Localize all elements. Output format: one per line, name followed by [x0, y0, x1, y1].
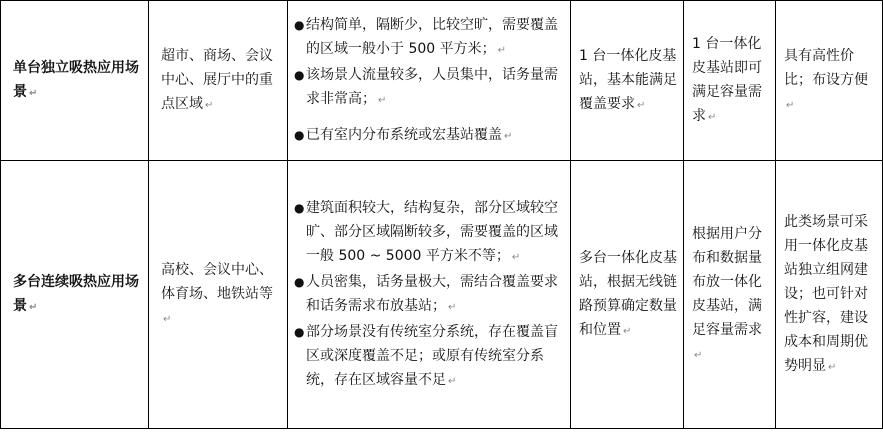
paragraph-mark: ↵: [378, 94, 387, 106]
paragraph-mark: ↵: [637, 99, 646, 111]
advantage-cell: [776, 161, 883, 429]
feature-list: [294, 13, 564, 149]
capacity-cell: [684, 161, 776, 429]
feature-text: 人员密集，话务量极大，需结合覆盖要求和话务需求布放基站；: [306, 273, 558, 314]
list-item: [294, 196, 564, 270]
paragraph-mark: ↵: [29, 301, 38, 313]
bullet-dot: ●: [294, 200, 305, 215]
feature-text: 结构简单，隔断少，比较空旷，需要覆盖的区域一般小于 500 平方米；: [306, 16, 558, 57]
feature-text: 部分场景没有传统室分系统，存在覆盖盲区或深度覆盖不足；或原有传统室分系统，存在区域容量不足: [306, 323, 558, 388]
features-cell: [288, 1, 571, 161]
paragraph-mark: ↵: [708, 111, 717, 123]
coverage-cell: [571, 161, 684, 429]
advantage-text: 此类场景可采用一体化皮基站独立组网建设；也可针对性扩容，建设成本和周期优势明显: [784, 213, 868, 374]
coverage-text: 1 台一体化皮基站，基本能满足覆盖要求: [579, 47, 677, 112]
places-cell: [149, 161, 288, 429]
bullet-dot: ●: [294, 324, 305, 339]
capacity-text: 根据用户分布和数据量布放一体化皮基站，满足容量需求: [692, 225, 762, 338]
paragraph-mark: ↵: [497, 44, 507, 56]
paragraph-mark: ↵: [694, 349, 703, 361]
list-item: [294, 13, 564, 63]
list-item: [294, 270, 564, 320]
advantage-text: 具有高性价比；布设方便: [784, 47, 868, 88]
bullet-dot: ●: [294, 17, 305, 32]
paragraph-mark: ↵: [623, 325, 632, 337]
paragraph-mark: ↵: [29, 87, 38, 99]
places-text: 超市、商场、会议中心、展厅中的重点区域: [161, 47, 273, 112]
features-cell: [288, 161, 571, 429]
paragraph-mark: ↵: [504, 130, 513, 142]
scenario-name: 多台连续吸热应用场景: [13, 273, 139, 314]
bullet-dot: ●: [294, 274, 305, 289]
feature-text: 已有室内分布系统或宏基站覆盖: [306, 126, 502, 143]
paragraph-mark: ↵: [511, 251, 521, 263]
places-cell: [149, 1, 288, 161]
paragraph-mark: ↵: [163, 313, 172, 325]
table-row: [1, 161, 883, 429]
feature-list: [294, 196, 564, 394]
feature-text: 建筑面积较大，结构复杂，部分区域较空旷、部分区域隔断较多，需要覆盖的区域一般 500 ~ 5000 平方米不等；: [306, 199, 558, 264]
advantage-cell: [776, 1, 883, 161]
bullet-dot: ●: [294, 127, 305, 142]
capacity-text: 1 台一体化皮基站即可满足容量需求: [692, 35, 762, 124]
list-item: [294, 123, 564, 149]
scenario-name-cell: [1, 1, 149, 161]
feature-text: 该场景人流量较多，人员集中，话务量需求非常高；: [306, 66, 558, 107]
paragraph-mark: ↵: [786, 99, 795, 111]
coverage-cell: [571, 1, 684, 161]
places-text: 高校、会议中心、体育场、地铁站等: [161, 261, 273, 302]
coverage-text: 多台一体化皮基站，根据无线链路预算确定数量和位置: [579, 249, 677, 338]
scenario-name: 单台独立吸热应用场景: [13, 59, 139, 100]
table-row: [1, 1, 883, 161]
capacity-cell: [684, 1, 776, 161]
list-item: [294, 320, 564, 394]
list-item: [294, 63, 564, 113]
paragraph-mark: ↵: [828, 361, 837, 373]
paragraph-mark: ↵: [448, 375, 457, 387]
bullet-dot: ●: [294, 67, 305, 82]
paragraph-mark: ↵: [448, 301, 457, 313]
spacer: [294, 113, 564, 123]
scenario-name-cell: [1, 161, 149, 429]
paragraph-mark: ↵: [205, 99, 214, 111]
